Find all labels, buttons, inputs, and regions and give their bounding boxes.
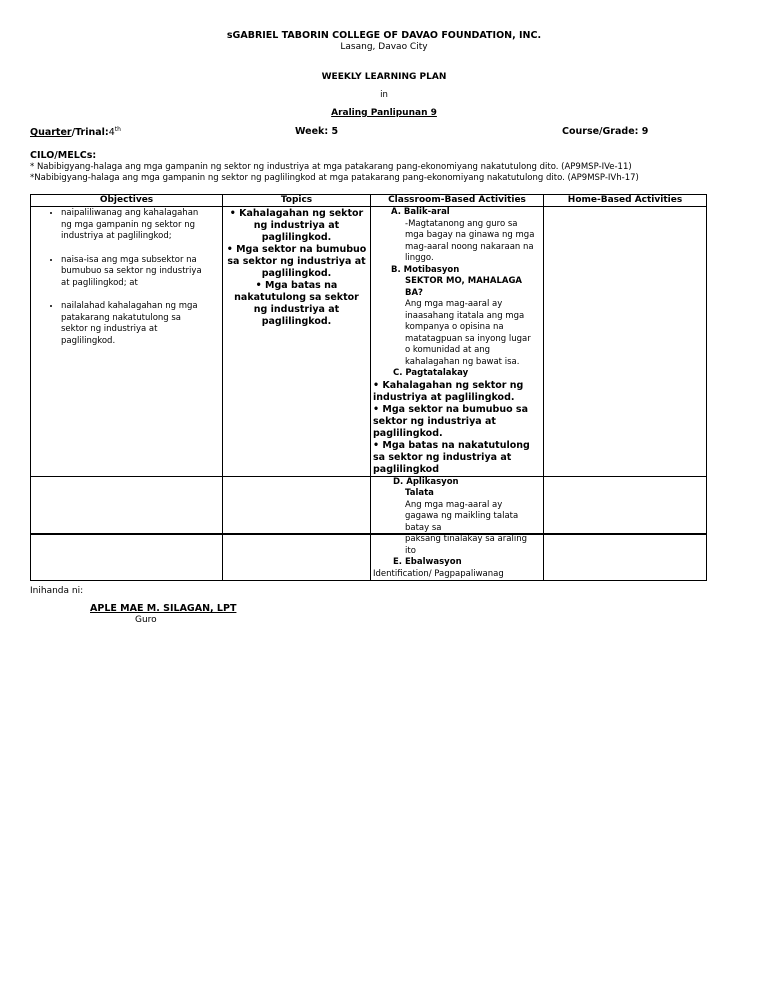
- home-activities-cell: [544, 207, 707, 477]
- activity-e-text: Identification/ Pagpapaliwanag: [373, 568, 504, 579]
- discussion-item: • Mga batas na nakatutulong sa sektor ng industriya at paglilingkod: [373, 439, 530, 475]
- objective-item: • nailalahad kahalagahan ng mga patakarang nakatutulong sa sektor ng industriya at paglilingkod.: [61, 301, 222, 347]
- header-classroom-activities: Classroom-Based Activities: [371, 195, 544, 207]
- application-block: [371, 477, 543, 535]
- quarter-sup: th: [114, 126, 121, 133]
- activity-c-label: C. Pagtatalakay: [393, 368, 469, 378]
- activity-d-title: Talata: [405, 488, 434, 498]
- activity-d-text: Ang mga mag-aaral ay gagawa ng maikling talata batay sa: [405, 499, 519, 533]
- activity-a-label: A. Balik-aral: [391, 207, 450, 217]
- discussion-item: • Mga sektor na bumubuo sa sektor ng industriya at paglilingkod.: [373, 403, 528, 439]
- trinal-label: /Trinal:: [71, 127, 109, 139]
- topic-item: • Mga batas na nakatutulong sa sektor ng industriya at paglilingkod.: [234, 280, 359, 327]
- in-word: in: [380, 90, 388, 100]
- activity-b-text: Ang mga mag-aaral ay inaasahang itatala ang mga kompanya o opisina na matatagpuan sa inyong lugar o komunidad at ang kahalagahan ng bawat isa.: [405, 299, 531, 367]
- topic-item: • Kahalagahan ng sektor ng industriya at paglilingkod.: [229, 208, 364, 243]
- activity-b-title: SEKTOR MO, MAHALAGA BA?: [405, 276, 523, 298]
- classroom-activities-cell: [371, 207, 544, 477]
- learning-plan-table: [30, 194, 707, 535]
- classroom-activities-cell: [371, 534, 544, 581]
- prepared-by-label: Inihanda ni:: [30, 586, 84, 596]
- topics-cell-empty: [223, 534, 371, 581]
- institution-location: Lasang, Davao City: [340, 42, 428, 52]
- week-info: Week: 5: [295, 126, 339, 137]
- activity-b-label: B. Motibasyon: [391, 264, 460, 275]
- activity-d-text-continued: paksang tinalakay sa araling ito: [405, 534, 527, 556]
- activity-d-label: D. Aplikasyon: [393, 476, 459, 487]
- topic-item: • Mga sektor na bumubuo sa sektor ng industriya at paglilingkod.: [226, 244, 367, 279]
- cilo-line-1: * Nabibigyang-halaga ang mga gampanin ng sektor ng industriya at mga patakarang pang-ekonomiyang nakatutulong dito. (AP9MSP-IVe-11): [30, 162, 632, 172]
- classroom-activities-cell: [371, 476, 544, 535]
- preparer-role: Guro: [135, 615, 157, 625]
- quarter-info: [30, 126, 121, 138]
- objectives-cell-empty: [31, 534, 223, 581]
- institution-name: sGABRIEL TABORIN COLLEGE OF DAVAO FOUNDATION, INC.: [226, 30, 542, 41]
- plan-title: WEEKLY LEARNING PLAN: [321, 72, 447, 82]
- subject-title: Araling Panlipunan 9: [331, 108, 437, 118]
- quarter-value: 4: [108, 127, 115, 139]
- objectives-cell-empty: [31, 476, 223, 535]
- objectives-cell: [31, 207, 223, 477]
- table-row: [31, 476, 707, 535]
- activity-e-label: E. Ebalwasyon: [393, 557, 462, 567]
- quarter-label: Quarter: [30, 127, 72, 139]
- home-activities-cell-empty: [544, 476, 707, 535]
- table-header-row: [31, 195, 707, 207]
- topics-list: [223, 207, 370, 329]
- objective-item: • naipaliliwanag ang kahalagahan ng mga gampanin ng sektor ng industriya at paglilingkod;: [61, 208, 222, 243]
- learning-plan-table-continued: [30, 533, 707, 581]
- topics-cell: [223, 207, 371, 477]
- classroom-activities: [371, 207, 543, 476]
- table-row: [31, 534, 707, 581]
- course-info: Course/Grade: 9: [562, 126, 649, 137]
- header-home-activities: Home-Based Activities: [544, 195, 707, 207]
- cilo-line-2: *Nabibigyang-halaga ang mga gampanin ng sektor ng paglilingkod at mga patakarang pang-ekonomiyang nakatutulong dito. (AP9MSP-IVh-17): [30, 173, 639, 183]
- cilo-heading: CILO/MELCs:: [30, 150, 97, 161]
- home-activities-cell-empty: [544, 534, 707, 581]
- preparer-name: APLE MAE M. SILAGAN, LPT: [90, 603, 237, 614]
- objective-item: • naisa-isa ang mga subsektor na bumubuo sa sektor ng industriya at paglilingkod; at: [61, 255, 222, 290]
- continued-activities: [371, 534, 543, 580]
- table-row: [31, 207, 707, 477]
- activity-a-text: -Magtatanong ang guro sa mga bagay na ginawa ng mga mag-aaral noong nakaraan na linggo.: [405, 218, 535, 263]
- discussion-item: • Kahalagahan ng sektor ng industriya at paglilingkod.: [373, 379, 524, 403]
- objectives-list: [31, 208, 222, 347]
- topics-cell-empty: [223, 476, 371, 535]
- header-objectives: Objectives: [31, 195, 223, 207]
- header-topics: Topics: [223, 195, 371, 207]
